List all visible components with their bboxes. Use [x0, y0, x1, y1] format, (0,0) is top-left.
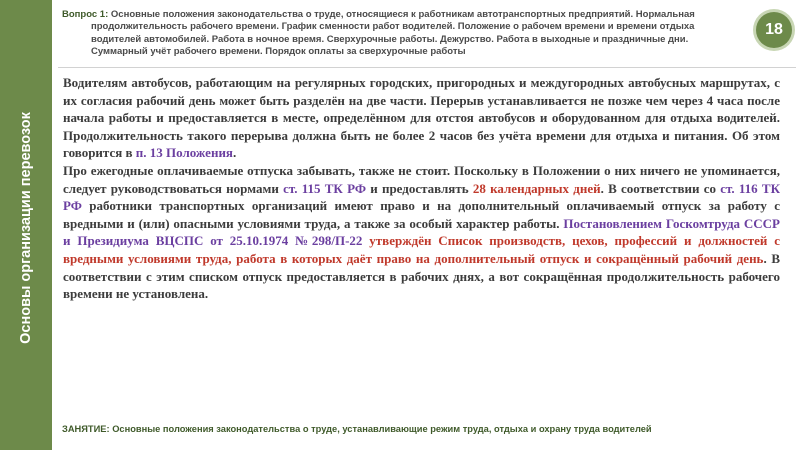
p1-end: .	[232, 145, 237, 161]
calendar-days-highlight: 28 календарных дней	[472, 180, 601, 196]
p2-text-a: Про ежегодные оплачиваемые отпуска забывать, также не стоит. Поскольку в Положении о них ничего не упоминается, следует руководствоваться нормами	[63, 162, 780, 196]
question-text-4: Суммарный учёт рабочего времени. Порядок оплаты за сверхурочные работы	[91, 45, 466, 57]
paragraph-1	[63, 74, 780, 162]
article-115-link[interactable]: ст. 115 ТК РФ	[283, 180, 366, 196]
paragraph-2	[63, 162, 780, 303]
resolution-link[interactable]: Постановлением Госкомтруда СССР и Президиума ВЦСПС от 25.10.1974 №298/П-22	[63, 215, 780, 249]
slide-number-badge: 18	[756, 12, 792, 48]
footer-label: ЗАНЯТИЕ:	[62, 424, 110, 434]
sidebar	[0, 0, 52, 450]
p2-text-f: . В соответствии с этим списком отпуск предоставляется в рабочих днях, а вот сокращённая продолжительность рабочего времени не установлена.	[63, 250, 780, 302]
lesson-footer	[62, 424, 652, 434]
article-116-link[interactable]: ст. 116 ТК РФ	[63, 180, 781, 214]
p2-text-b: и предоставлять	[365, 180, 473, 196]
p2-text-c: . В соответствии со	[600, 180, 721, 196]
main-text	[63, 74, 780, 303]
p2-text-d: работники транспортных организаций имеют право и на дополнительный оплачиваемый отпуск за работу с вредными и (или) опасными условиями труда, а также за особый характер работы.	[63, 198, 780, 231]
question-header	[62, 9, 748, 67]
question-line-1	[62, 9, 748, 21]
question-rest	[62, 21, 748, 58]
p1-text: Водителям автобусов, работающим на регулярных городских, пригородных и междугородных автобусных маршрутах, с их согласия рабочий день может быть разделён на две части. Перерыв устанавливается не позже чем через 4 часа после начала работы и предоставляется в месте, определённом для отстоя автобусов и оборудованном для отдыха водителей. Продолжительность такого перерыва должна быть не более 2 часов без учёта времени для отдыха и питания. Об этом говорится в	[63, 75, 780, 161]
harmful-conditions-highlight: утверждён Список производств, цехов, профессий и должностей с вредными условиями труда, работа в которых даёт право на дополнительный отпуск и сокращённый рабочий день	[63, 233, 781, 266]
question-label: Вопрос 1:	[62, 9, 109, 20]
question-text-1: Основные положения законодательства о труде, относящиеся к работникам автотранспортных предприятий. Нормальная	[110, 9, 695, 20]
question-text-2: продолжительность рабочего времени. График сменности работ водителей. Положение о рабочем времени и времени отдыха	[91, 21, 695, 33]
footer-text: Основные положения законодательства о труде, устанавливающие режим труда, отдыха и охрану труда водителей	[112, 424, 652, 434]
p13-link[interactable]: п. 13 Положения	[135, 145, 233, 161]
sidebar-title: Основы организации перевозок	[18, 112, 34, 344]
header-divider	[58, 67, 796, 68]
question-text-3: водителей автомобилей. Работа в ночное время. Сверхурочные работы. Дежурство. Работа в выходные и праздничные дни.	[91, 33, 689, 45]
